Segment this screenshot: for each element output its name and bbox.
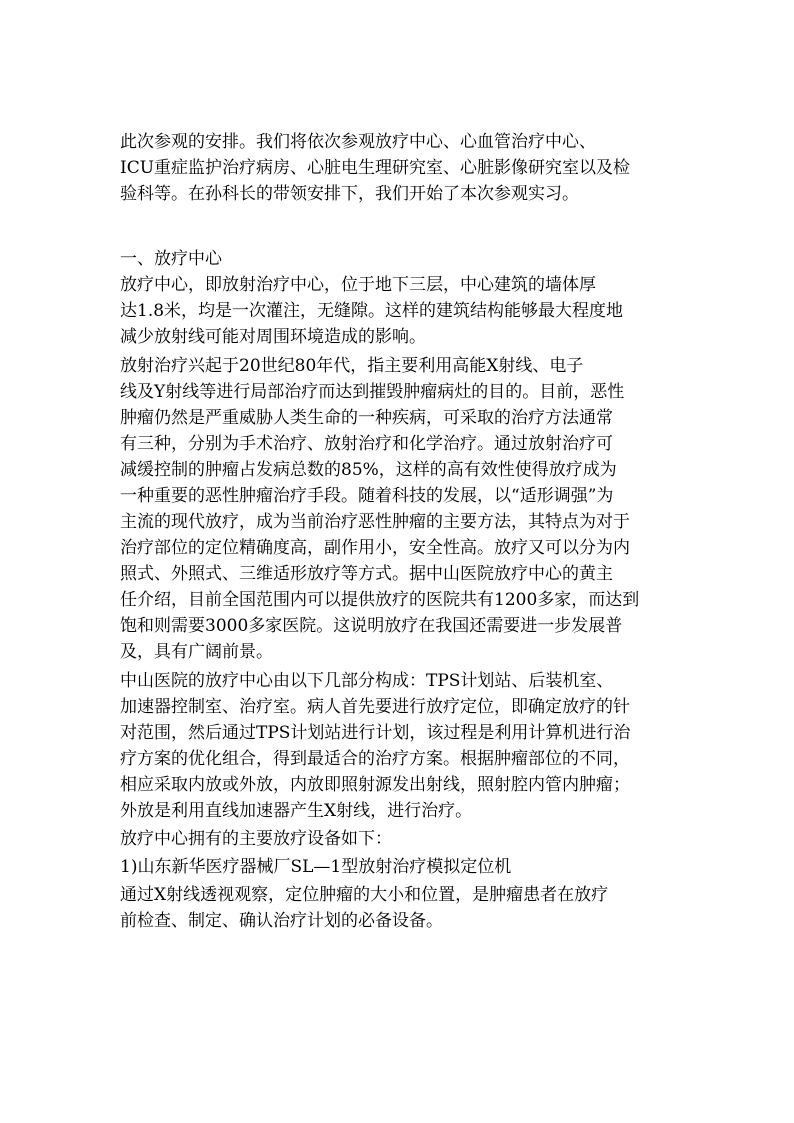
paragraph-line: 外放是利用直线加速器产生X射线，进行治疗。 <box>120 801 473 821</box>
paragraph-line: 饱和则需要3000多家医院。这说明放疗在我国还需要进一步发展普 <box>120 616 623 636</box>
paragraph-line: 前检查、制定、确认治疗计划的必备设备。 <box>120 911 443 931</box>
paragraph-line: 治疗部位的定位精确度高，副作用小，安全性高。放疗又可以分为内 <box>120 538 630 558</box>
section-heading: 一、放疗中心 <box>120 249 222 269</box>
paragraph-line: 有三种，分别为手术治疗、放射治疗和化学治疗。通过放射治疗可 <box>120 434 613 454</box>
paragraph-line: 及，具有广阔前景。 <box>120 642 273 662</box>
paragraph-line: ICU重症监护治疗病房、心脏电生理研究室、心脏影像研究室以及检 <box>120 158 631 178</box>
paragraph-line: 放射治疗兴起于20世纪80年代，指主要利用高能X射线、电子 <box>120 356 584 376</box>
paragraph-line: 疗方案的优化组合，得到最适合的治疗方案。根据肿瘤部位的不同， <box>120 749 630 769</box>
list-item: 1)山东新华医疗器械厂SL—1型放射治疗模拟定位机 <box>120 857 512 877</box>
paragraph-line: 减缓控制的肿瘤占发病总数的85%，这样的高有效性使得放疗成为 <box>120 460 617 480</box>
paragraph-line: 此次参观的安排。我们将依次参观放疗中心、心血管治疗中心、 <box>120 132 596 152</box>
paragraph-line: 肿瘤仍然是严重威胁人类生命的一种疾病，可采取的治疗方法通常 <box>120 408 613 428</box>
paragraph-line: 验科等。在孙科长的带领安排下，我们开始了本次参观实习。 <box>120 184 579 204</box>
paragraph-line: 对范围，然后通过TPS计划站进行计划，该过程是利用计算机进行治 <box>120 723 631 743</box>
paragraph-line: 主流的现代放疗，成为当前治疗恶性肿瘤的主要方法，其特点为对于 <box>120 512 630 532</box>
paragraph-line: 通过X射线透视观察，定位肿瘤的大小和位置，是肿瘤患者在放疗 <box>120 885 609 905</box>
paragraph-line: 放疗中心拥有的主要放疗设备如下： <box>120 829 392 849</box>
paragraph-line: 中山医院的放疗中心由以下几部分构成：TPS计划站、后装机室、 <box>120 671 614 691</box>
paragraph-line: 达1.8米，均是一次灌注，无缝隙。这样的建筑结构能够最大程度地 <box>120 301 624 321</box>
paragraph-line: 照式、外照式、三维适形放疗等方式。据中山医院放疗中心的黄主 <box>120 564 613 584</box>
paragraph-line: 加速器控制室、治疗室。病人首先要进行放疗定位，即确定放疗的针 <box>120 697 630 717</box>
paragraph-line: 线及Y射线等进行局部治疗而达到摧毁肿瘤病灶的目的。目前，恶性 <box>120 382 625 402</box>
paragraph-line: 减少放射线可能对周围环境造成的影响。 <box>120 327 426 347</box>
paragraph-line: 一种重要的恶性肿瘤治疗手段。随着科技的发展，以“适形调强”为 <box>120 486 614 506</box>
paragraph-line: 相应采取内放或外放，内放即照射源发出射线，照射腔内管内肿瘤； <box>120 775 630 795</box>
paragraph-line: 放疗中心，即放射治疗中心，位于地下三层，中心建筑的墙体厚 <box>120 275 596 295</box>
paragraph-line: 任介绍，目前全国范围内可以提供放疗的医院共有1200多家，而达到 <box>120 590 640 610</box>
